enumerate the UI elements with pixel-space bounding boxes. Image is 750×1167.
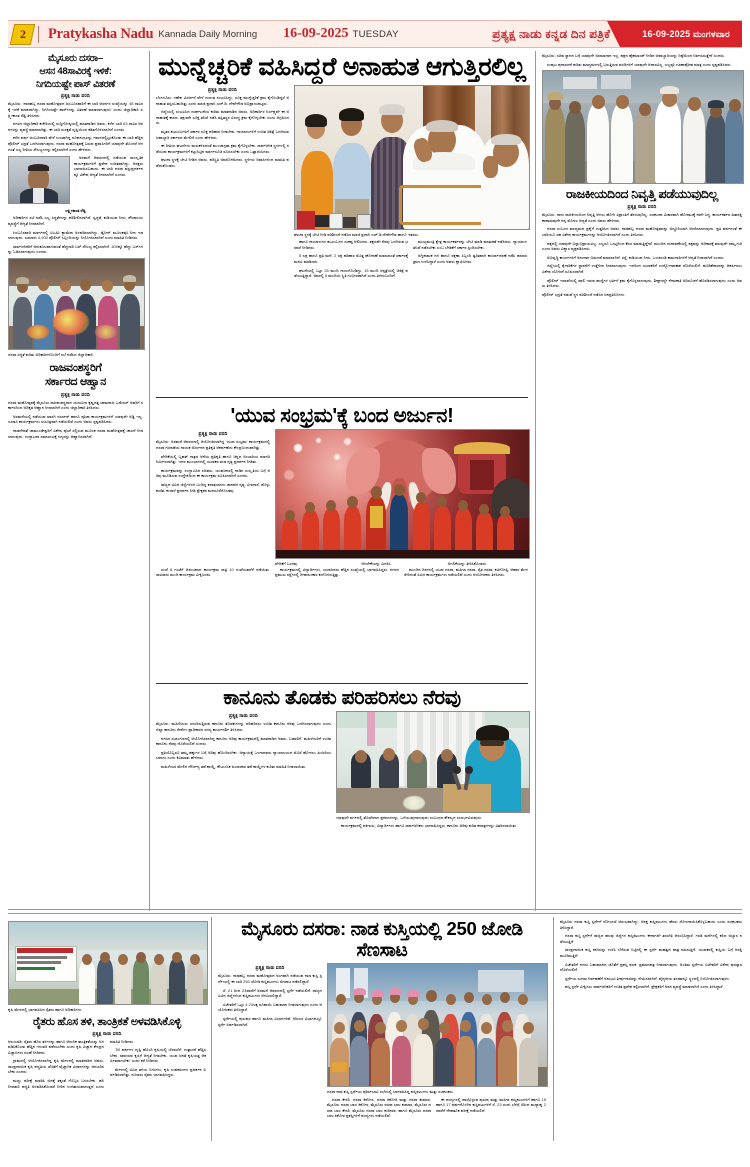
youth-col1-text: ಮೈಸೂರು: ಅರಮನೆ ಆವರಣದಲ್ಲಿ ಆಯೋಜಿಸಲಾಗಿದ್ದ 'ಯುವ ಸಂಭ್ರಮ' ಕಾರ್ಯಕ್ರಮದಲ್ಲಿ ದಸರಾ ಗಜಪಡೆಯ ನಾಯಕ ಅರ್ಜುನನ ಪ್ರತಿಕೃತಿ ಆಕರ್ಷಣೆಯ ಕೇಂದ್ರಬಿಂದುವಾಗಿತ್ತು. ವೇದಿಕೆಯಲ್ಲಿ ಬೃಹತ್ ಗಾತ್ರದ ಆನೆಯ ಪ್ರತಿಕೃತಿ ಹಾಗೂ ಚಿನ್ನದ ಅಂಬಾರಿಯ ಮಾದರಿ ನಿರ್ಮಿಸಲಾಗಿತ್ತು. ಇದರ ಮುಂಭಾಗದಲ್ಲಿ ಯುವಕರ ತಂಡ ನೃತ್ಯ ಪ್ರದರ್ಶನ ನೀಡಿತು. ಕಾರ್ಯಕ್ರಮವನ್ನು ಉದ್ಘಾಟಿಸಿದ ಸಚಿವರು, ಯುವಜನರಲ್ಲಿ ನಾಡಿನ ಸಂಸ್ಕೃತಿಯ ಬಗ್ಗೆ ಅರಿವು ಮೂಡಿಸುವ ಉದ್ದೇಶದಿಂದ ಈ ಕಾರ್ಯಕ್ರಮ ರೂಪಿಸಲಾಗಿದೆ ಎಂದರು. ರಾಜ್ಯದ ವಿವಿಧ ಜಿಲ್ಲೆಗಳಿಂದ ಬಂದಿದ್ದ ಕಲಾತಂಡಗಳು ಜಾನಪದ ನೃತ್ಯ, ವೀರಗಾಸೆ, ಡೊಳ್ಳು ಕುಣಿತ, ಕಂಸಾಳೆ ಪ್ರದರ್ಶನ ನೀಡಿ ಪ್ರೇಕ್ಷಕರ ಮನಸೂರೆಗೊಂಡವು. (156, 439, 270, 493)
masthead-date: 16-09-2025 (283, 26, 349, 41)
youth-col2-text: ಕಾರ್ಯಕ್ರಮದಲ್ಲಿ ವಿದ್ಯಾರ್ಥಿಗಳು, ಯುವಜನರು ಹೆಚ್ಚಿನ ಸಂಖ್ಯೆಯಲ್ಲಿ ಭಾಗವಹಿಸಿದ್ದರು. ನಗರದ ಪ್ರಮುಖ ರಸ್ತೆಗಳಲ್ಲಿ ದೀಪಾಲಂಕಾರ ಕಂಗೊಳಿಸುತ್ತಿತ್ತು. (275, 566, 399, 578)
press-conference-photo (294, 85, 530, 230)
left-subheadline: ರಾಜವಂಶಸ್ಥರಿಗೆ ಸರ್ಕಾರದ ಆಹ್ವಾನ (45, 362, 106, 388)
youth-col-3 (404, 567, 528, 581)
wrestling-cap-col2: ಈ ಪಂದ್ಯಗಳಲ್ಲಿ ಪಾಲ್ಗೊಳ್ಳುವ ಪುರುಷ ಮತ್ತು ಮಹಿಳಾ ಕುಸ್ತಿಪಟುಗಳಿಗೆ ಹಾಗೂ 15 ಹಾಗೂ 17 ವರ್ಷದೊಳಗಿನ ಕುಸ್ತಿಪಟುಗಳಿಗೆ ಸೆ. 23 ರಂದು ಬೆಳಿಗ್ಗೆ 8ರಿಂದ ಮಧ್ಯಾಹ್ನ 2ರವರೆಗೆ ದೇಹತೂಕ ಪರೀಕ್ಷೆ ನಡೆಯಲಿದೆ. (436, 1096, 546, 1113)
column-rule-1 (149, 51, 150, 911)
right-crowd-photo (542, 70, 744, 184)
right-column (542, 53, 742, 297)
lead-col1-text: ಬೆಂಗಳೂರು: ಗಣೇಶ ವಿಸರ್ಜನೆ ವೇಳೆ ದುರಂತ ಸಂಭವಿಸಿದ್ದು, ಸೂಕ್ತ ಮುನ್ನೆಚ್ಚರಿಕೆ ಕ್ರಮ ಕೈಗೊಂಡಿದ್ದರೆ ಅನಾಹುತ ತಪ್ಪಿಸಬಹುದಿತ್ತು ಎಂದು ಮಾಜಿ ಪ್ರಧಾನಿ ಎಚ್.ಡಿ. ದೇವೇಗೌಡ ಅಭಿಪ್ರಾಯಪಟ್ಟರು. ಜಿಲ್ಲೆಯಲ್ಲಿ ಸಂಭವಿಸಿದ ದುರ್ಘಟನೆಯ ಕುರಿತು ಮಾತನಾಡಿದ ಅವರು, ಅಧಿಕಾರಿಗಳ ನಿರ್ಲಕ್ಷ್ಯವೇ ಈ ಅನಾಹುತಕ್ಕೆ ಕಾರಣ. ತಕ್ಷಣವೇ ಸೂಕ್ತ ತನಿಖೆ ನಡೆಸಿ ತಪ್ಪಿತಸ್ಥರ ವಿರುದ್ಧ ಕ್ರಮ ಕೈಗೊಳ್ಳಬೇಕು ಎಂದು ಆಗ್ರಹಿಸಿದರು. ಮೃತರ ಕುಟುಂಬಗಳಿಗೆ ಸರ್ಕಾರ ಸೂಕ್ತ ಪರಿಹಾರ ನೀಡಬೇಕು. ಗಾಯಾಳುಗಳಿಗೆ ಉಚಿತ ಚಿಕಿತ್ಸೆ ಒದಗಿಸುವ ಜವಾಬ್ದಾರಿ ಸರ್ಕಾರದ ಮೇಲಿದೆ ಎಂದು ಹೇಳಿದರು. ಈ ರೀತಿಯ ಘಟನೆಗಳು ಮರುಕಳಿಸದಂತೆ ಮುಂಜಾಗ್ರತಾ ಕ್ರಮ ಕೈಗೊಳ್ಳಬೇಕು. ಸಾರ್ವಜನಿಕ ಸ್ಥಳಗಳಲ್ಲಿ ನಡೆಯುವ ಕಾರ್ಯಕ್ರಮಗಳಿಗೆ ಕಟ್ಟುನಿಟ್ಟಿನ ಮಾರ್ಗಸೂಚಿ ರೂಪಿಸಬೇಕು ಎಂದು ಒತ್ತಾಯಿಸಿದರು. ಘಟನಾ ಸ್ಥಳಕ್ಕೆ ಭೇಟಿ ನೀಡಿದ ಅವರು, ಪರಿಸ್ಥಿತಿ ಅವಲೋಕಿಸಿದರು. ಸ್ಥಳೀಯ ನಿವಾಸಿಗಳಿಂದ ಮಾಹಿತಿ ಪಡೆದುಕೊಂಡರು. (156, 95, 289, 168)
wrestlers-group-photo (327, 963, 548, 1087)
lead-col1-cont (156, 239, 289, 282)
youth-photo-block (275, 429, 528, 566)
law-col2-text: ಕಾರ್ಯಕ್ರಮದಲ್ಲಿ ವಕೀಲರು, ವಿದ್ಯಾರ್ಥಿಗಳು ಹಾಗೂ ಸಾರ್ವಜನಿಕರು ಭಾಗವಹಿಸಿದ್ದರು. ಕಾನೂನು ಅರಿವು ಕುರಿತ ಕರಪತ್ರಗಳನ್ನು ವಿತರಿಸಲಾಯಿತು. (341, 822, 518, 828)
bottom-left-byline: ಪ್ರತ್ಯಕ್ಷ ನಾಡು ವರದಿ (92, 1030, 122, 1036)
lead-col-2 (294, 239, 408, 282)
bottom-right-text: ಮೈಸೂರು ದಸರಾ ಕುಸ್ತಿ ಸ್ಪರ್ಧೆಗೆ ನೋಂದಣಿ ಆರಂಭವಾಗಿದ್ದು, ಆಸಕ್ತ ಕುಸ್ತಿಪಟುಗಳು ಹೆಸರು ನೋಂದಾಯಿಸಿಕೊಳ್ಳಬಹುದು ಎಂದು ಸಂಘಟಕರು ತಿಳಿಸಿದ್ದಾರೆ. ದಸರಾ ಕುಸ್ತಿ ಸ್ಪರ್ಧೆಗೆ ರಾಜ್ಯದ ಹಲವು ಜಿಲ್ಲೆಗಳ ಕುಸ್ತಿಪಟುಗಳು ಈಗಾಗಲೇ ತರಬೇತಿ ಆರಂಭಿಸಿದ್ದಾರೆ. ಗರಡಿ ಮನೆಗಳಲ್ಲಿ ಕಠಿಣ ಅಭ್ಯಾಸ ನಡೆಯುತ್ತಿದೆ. ಸಾಂಪ್ರದಾಯಿಕ ಕುಸ್ತಿ ಕಲೆಯನ್ನು ಉಳಿಸಿ ಬೆಳೆಸುವ ನಿಟ್ಟಿನಲ್ಲಿ ಈ ಸ್ಪರ್ಧೆ ಮಹತ್ವದ ಪಾತ್ರ ವಹಿಸುತ್ತಿದೆ. ಯುವಕರಲ್ಲಿ ಕುಸ್ತಿಯ ಬಗ್ಗೆ ಆಸಕ್ತಿ ಮೂಡಿಸುತ್ತಿದೆ. ವಿಜೇತರಿಗೆ ನಗದು ಬಹುಮಾನದ ಜೊತೆಗೆ ಪ್ರಶಸ್ತಿ ಫಲಕ, ಪ್ರಮಾಣಪತ್ರ ನೀಡಲಾಗುವುದು. ಅಂತಿಮ ಸ್ಪರ್ಧೆಯ ವಿಜೇತರಿಗೆ ವಿಶೇಷ ಪುರಸ್ಕಾರ ದೊರೆಯಲಿದೆ. ಸ್ಪರ್ಧೆಯ ಸುಗಮ ನಿರ್ವಹಣೆಗೆ ಅನುಭವಿ ತೀರ್ಪುಗಾರರನ್ನು ನೇಮಿಸಲಾಗಿದೆ. ವೈದ್ಯಕೀಯ ತಂಡವನ್ನೂ ಸ್ಥಳದಲ್ಲಿ ನಿಯೋಜಿಸಲಾಗುವುದು. ಕುಸ್ತಿ ಸ್ಪರ್ಧೆ ವೀಕ್ಷಿಸಲು ಸಾರ್ವಜನಿಕರಿಗೆ ಉಚಿತ ಪ್ರವೇಶ ಕಲ್ಪಿಸಲಾಗಿದೆ. ಪ್ರೇಕ್ಷಕರಿಗೆ ಆಸನ ವ್ಯವಸ್ಥೆ ಮಾಡಲಾಗಿದೆ ಎಂದು ತಿಳಿಸಿದ್ದಾರೆ. (560, 919, 742, 990)
bottom-center-story (218, 919, 546, 1122)
youth-col3-text: ಮುಂದಿನ ದಿನಗಳಲ್ಲಿ ಯುವ ದಸರಾ, ಮಹಿಳಾ ದಸರಾ, ರೈತ ದಸರಾ, ಕವಿಗೋಷ್ಠಿ, ಆಹಾರ ಮೇಳ ಸೇರಿದಂತೆ ವಿವಿಧ ಕಾರ್ಯಕ್ರಮಗಳು ನಡೆಯಲಿವೆ ಎಂದು ಆಯೋಜಕರು ತಿಳಿಸಿದರು. (404, 566, 528, 578)
wrestling-col-1 (218, 963, 322, 1094)
law-byline: ಪ್ರತ್ಯಕ್ಷ ನಾಡು ವರದಿ (229, 713, 258, 719)
left-byline-2: ಪ್ರತ್ಯಕ್ಷ ನಾಡು ವರದಿ (61, 391, 90, 397)
right-byline: ಪ್ರತ್ಯಕ್ಷ ನಾಡು ವರದಿ (627, 204, 657, 210)
portrait-caption: ಲಕ್ಷ್ಮೀಕಾಂತ ರೆಡ್ಡಿ (65, 208, 86, 214)
bottom-left-text: ಆಲಂಬಾಡಿ: ರೈತರು ಹೊಸ ತಳಿಗಳನ್ನು ಹಾಗೂ ಆಧುನಿಕ ತಾಂತ್ರಿಕತೆಯನ್ನು ಅಳವಡಿಸಿಕೊಂಡು ಹೆಚ್ಚಿನ ಇಳುವರಿ ಪಡೆಯಬೇಕು ಎಂದು ಕೃಷಿ ವಿಜ್ಞಾನ ಕೇಂದ್ರದ ವಿಜ್ಞಾನಿಗಳು ಸಲಹೆ ನೀಡಿದರು. ಗ್ರಾಮದಲ್ಲಿ ಆಯೋಜಿಸಲಾಗಿದ್ದ ಕೃಷಿ ಮೇಳದಲ್ಲಿ ಮಾತನಾಡಿದ ಅವರು, ಸಾಂಪ್ರದಾಯಿಕ ಕೃಷಿ ಪದ್ಧತಿಯ ಜೊತೆಗೆ ವೈಜ್ಞಾನಿಕ ವಿಧಾನಗಳನ್ನು ಅನುಸರಿಸಬೇಕು ಎಂದರು. ಮಣ್ಣು ಪರೀಕ್ಷೆ ಮಾಡಿಸಿ ಅದಕ್ಕೆ ತಕ್ಕಂತೆ ಗೊಬ್ಬರ ಬಳಸಬೇಕು. ಹನಿ ನೀರಾವರಿ ಪದ್ಧತಿ ಅಳವಡಿಸಿಕೊಂಡರೆ ನೀರಿನ ಉಳಿತಾಯವಾಗುತ್ತದೆ ಎಂದು ಮಾಹಿತಿ ನೀಡಿದರು. '50 ವರ್ಷಗಳ ದೃಷ್ಟಿ ಹೊಂದಿ ಕೃಷಿಯಲ್ಲಿ ಬೆಳವಣಿಗೆ, ಉತ್ಪಾದನೆ ಹೆಚ್ಚಿಸಬೇಕು. ಸಾವಯವ ಕೃಷಿಗೆ ಆದ್ಯತೆ ನೀಡಬೇಕು. ಯುವ ಜನತೆ ಕೃಷಿಯತ್ತ ಆಕರ್ಷಿತರಾಗಬೇಕು' ಎಂದು ಕರೆ ನೀಡಿದರು. ಮೇಳದಲ್ಲಿ ವಿವಿಧ ತಳಿಯ ಬೀಜಗಳು, ಕೃಷಿ ಉಪಕರಣಗಳ ಪ್ರದರ್ಶನ ಏರ್ಪಡಿಸಲಾಗಿತ್ತು. ನೂರಾರು ರೈತರು ಭಾಗವಹಿಸಿದ್ದರು. (8, 1038, 206, 1089)
paper-title: Pratykasha Nadu (48, 25, 154, 42)
lead-col3-text: ಮುಖ್ಯಮಂತ್ರಿ ಕ್ಷೇತ್ರ ಕಾರ್ಯಕರ್ತರನ್ನು ಭೇಟಿ ಮಾಡಿ ಮಾತುಕತೆ ನಡೆಸಿದರು. ನ್ಯಾಯಾಂಗ ತನಿಖೆ ನಡೆಸಬೇಕು ಎಂಬ ಬೇಡಿಕೆಗೆ ಸರ್ಕಾರ ಸ್ಪಂದಿಸಬೇಕು. ಅಗ್ನಿಶಾಮಕ ದಳ ಹಾಗೂ ರಕ್ಷಣಾ ಸಿಬ್ಬಂದಿ ತ್ವರಿತವಾಗಿ ಕಾರ್ಯಾಚರಣೆ ನಡೆಸಿ ಹಲವರ ಪ್ರಾಣ ಉಳಿಸಿದ್ದಾರೆ ಎಂದು ಅವರು ಶ್ಲಾಘಿಸಿದರು. (413, 239, 527, 264)
left-meeting-photo (8, 258, 145, 350)
column-rule-2 (535, 51, 536, 911)
page-number: 2 (19, 26, 25, 41)
law-col1-text: ಮೈಸೂರು: ಮಹಿಳೆಯರು ಎದುರಿಸುತ್ತಿರುವ ಕಾನೂನು ತೊಡಕುಗಳನ್ನು ಪರಿಹರಿಸಲು ಉಚಿತ ಕಾನೂನು ನೆರವು ಒದಗಿಸಲಾಗುವುದು ಎಂದು ಜಿಲ್ಲಾ ಕಾನೂನು ಸೇವೆಗಳ ಪ್ರಾಧಿಕಾರದ ಸದಸ್ಯ ಕಾರ್ಯದರ್ಶಿ ತಿಳಿಸಿದರು. ನಗರದ ಸಭಾಂಗಣದಲ್ಲಿ ಆಯೋಜಿಸಲಾಗಿದ್ದ ಕಾನೂನು ಅರಿವು ಕಾರ್ಯಕ್ರಮದಲ್ಲಿ ಮಾತನಾಡಿದ ಅವರು, ಬಡವರಿಗೆ, ಮಹಿಳೆಯರಿಗೆ ಉಚಿತ ಕಾನೂನು ನೆರವು ದೊರೆಯಲಿದೆ ಎಂದರು. ಪ್ರತಿಯೊಬ್ಬರೂ ತಮ್ಮ ಹಕ್ಕುಗಳ ಬಗ್ಗೆ ಅರಿವು ಹೊಂದಿರಬೇಕು. ಅನ್ಯಾಯಕ್ಕೆ ಒಳಗಾದವರು ನ್ಯಾಯಾಲಯದ ಮೊರೆ ಹೋಗಲು ಹಿಂಜರಿಯಬಾರದು ಎಂದು ಕಿವಿಮಾತು ಹೇಳಿದರು. ಮಹಿಳೆಯರ ಮೇಲಿನ ದೌರ್ಜನ್ಯ ತಡೆ ಕಾಯ್ದೆ, ಕೌಟುಂಬಿಕ ಹಿಂಸಾಚಾರ ತಡೆ ಕಾಯ್ದೆಗಳ ಕುರಿತು ಮಾಹಿತಿ ನೀಡಲಾಯಿತು. (156, 721, 331, 769)
lead-col-3 (413, 239, 527, 282)
left-headline: ಮೈಸೂರು ದಸರಾ– ಆಸನ 48ಸಾವಿರಕ್ಕೆ ಇಳಿಕೆ: ನಿಗದಿಯಷ್ಟೇ ಪಾಸ್ ವಿತರಣೆ (35, 53, 116, 90)
law-photo-caption: ಯಾವುದೇ ವರ್ಗದಲ್ಲಿ ತೊಡಗಿದಾಗ ಪ್ರಕರಣಗಳನ್ನು, ಒಗೆಯುವುದಾಗುವುದು ಸಂಬಂಧದ ಕೌಶಲ್ಯದ ಸಂದರ್ಭವಿರುವುದು. (336, 815, 483, 821)
youth-headline: 'ಯುವ ಸಂಭ್ರಮ'ಕ್ಕೆ ಬಂದ ಅರ್ಜುನ! (230, 405, 454, 427)
masthead-divider (38, 26, 39, 43)
wrestling-byline: ಪ್ರತ್ಯಕ್ಷ ನಾಡು ವರದಿ (255, 965, 285, 971)
left-body-2: ಅಧಿಕಾರಿಗಳ ಸಭೆ ನಡೆಸಿ ಎಲ್ಲ ಸಿದ್ಧತೆಗಳನ್ನು ಪರಿಶೀಲಿಸಲಾಗಿದೆ. ಸ್ವಚ್ಛತೆ, ಕುಡಿಯುವ ನೀರು, ಶೌಚಾಲಯ ವ್ಯವಸ್ಥೆಗೆ ಆದ್ಯತೆ ನೀಡಲಾಗಿದೆ. ಜಂಬೂಸವಾರಿ ಮಾರ್ಗದಲ್ಲಿ ಸಿಸಿಟಿವಿ ಕ್ಯಾಮೆರಾ ಅಳವಡಿಸಲಾಗಿದ್ದು, ಡ್ರೋನ್ ಮೂಲಕವೂ ನಿಗಾ ಇಡಲಾಗುವುದು. ಸುಮಾರು 4,900 ಪೊಲೀಸ್ ಸಿಬ್ಬಂದಿಯನ್ನು ನಿಯೋಜಿಸಲಾಗಿದೆ ಎಂದು ಮಾಹಿತಿ ನೀಡಿದರು. ಸಾರ್ವಜನಿಕರಿಗೆ ಅನುಕೂಲವಾಗುವಂತೆ ಹೆಚ್ಚುವರಿ ಬಸ್ ಸೌಲಭ್ಯ ಕಲ್ಪಿಸಲಾಗಿದೆ. 400ಕ್ಕೂ ಹೆಚ್ಚು ಬಸ್‌ಗಳನ್ನು ಓಡಿಸಲಾಗುವುದು ಎಂದರು. (8, 215, 143, 255)
lead-bottom-row (156, 239, 528, 282)
portrait-photo (8, 156, 70, 204)
center-lead-story (156, 53, 528, 282)
law-headline: ಕಾನೂನು ತೊಡಕು ಪರಿಹರಿಸಲು ನೆರವು (223, 687, 461, 709)
left-byline: ಪ್ರತ್ಯಕ್ಷ ನಾಡು ವರದಿ (61, 93, 90, 99)
lead-headline: ಮುನ್ನೆಚ್ಚರಿಕೆ ವಹಿಸಿದ್ದರೆ ಅನಾಹುತ ಆಗುತ್ತಿರಲಿಲ್ಲ (158, 53, 526, 81)
press-conference-caption: ಘಟನಾ ಸ್ಥಳಕ್ಕೆ ಭೇಟಿ ನೀಡಿ ಪರಿಶೀಲನೆ ನಡೆಸಿದ ಮಾಜಿ ಪ್ರಧಾನಿ ಎಚ್.ಡಿ.ದೇವೇಗೌಡ ಹಾಗೂ ಇತರರು. (294, 232, 420, 237)
masthead-kannada-title: ಪ್ರತ್ಯಕ್ಷ ನಾಡು ಕನ್ನಡ ದಿನ ಪತ್ರಿಕೆ (492, 26, 611, 41)
masthead-day: TUESDAY (352, 28, 399, 40)
page-body (8, 51, 742, 1141)
youth-col1-more: ಸಂಜೆ 6 ಗಂಟೆಗೆ ಆರಂಭವಾದ ಕಾರ್ಯಕ್ರಮ ರಾತ್ರಿ 10 ಗಂಟೆಯವರೆಗೆ ನಡೆಯಿತು. ಸಾವಿರಾರು ಮಂದಿ ಕಾರ್ಯಕ್ರಮ ವೀಕ್ಷಿಸಿದರು. (156, 566, 270, 578)
youth-stage-photo (275, 429, 530, 559)
paper-subtitle: Kannada Daily Morning (158, 28, 258, 40)
right-headline: ರಾಜಕೀಯದಿಂದ ನಿವೃತ್ತಿ ಪಡೆಯುವುದಿಲ್ಲ (565, 187, 718, 202)
farm-photo-caption: ಕೃಷಿ ಮೇಳದಲ್ಲಿ ಭಾಗವಹಿಸಿದ ರೈತರು ಹಾಗೂ ಅಧಿಕಾರಿಗಳು. (8, 1007, 83, 1012)
masthead (8, 20, 742, 48)
bottom-left-headline: ರೈತರು ಹೊಸ ತಳಿ, ತಾಂತ್ರಿಕತೆ ಅಳವಡಿಸಿಕೊಳ್ಳಿ (33, 1016, 181, 1029)
left-body-mid: ಅರಮನೆ ಆವರಣದಲ್ಲಿ ನಡೆಯುವ ಸಾಂಸ್ಕೃತಿಕ ಕಾರ್ಯಕ್ರಮಗಳಿಗೆ ಪ್ರವೇಶ ಉಚಿತವಾಗಿದ್ದು, ಆಸಕ್ತರು ಭಾಗವಹಿಸಬಹುದು. ಈ ಬಾರಿ ದಸರಾ ವಸ್ತುಪ್ರದರ್ಶನಕ್ಕೂ ವಿಶೇಷ ಆದ್ಯತೆ ನೀಡಲಾಗಿದೆ ಎಂದರು. (74, 155, 143, 177)
column-rule-4 (553, 917, 554, 1141)
lead-col2-text: ಹಾಗೂ ಗಾಯಾಳುಗಳ ಕುಟುಂಬಗಳ ಸಂಕಷ್ಟ ಆಲಿಸಿದರು. ತಕ್ಷಣವೇ ನೆರವು ಒದಗಿಸುವ ಭರವಸೆ ನೀಡಿದರು. 5 ಲಕ್ಷ ಹಾಗೂ ಪ್ರತಿ ಮನೆ, 2 ಲಕ್ಷ ಪರಿಹಾರ ಮೊತ್ತ ಘೋಷಣೆ ಮಾಡುವಂತೆ ಸರ್ಕಾರಕ್ಕೆ ಮನವಿ ಮಾಡಿದರು. ಘಟನೆಯಲ್ಲಿ ಒಟ್ಟು 25 ಮಂದಿ ಗಾಯಗೊಂಡಿದ್ದು, 15 ಮಂದಿ ಆಸ್ಪತ್ರೆಯಲ್ಲಿ ಚಿಕಿತ್ಸೆ ಪಡೆಯುತ್ತಿದ್ದಾರೆ. ಅವರಲ್ಲಿ 6 ಮಂದಿಯ ಸ್ಥಿತಿ ಗಂಭೀರವಾಗಿದೆ ಎಂದು ತಿಳಿದುಬಂದಿದೆ. (294, 239, 408, 279)
bottom-left-story (8, 921, 206, 1089)
column-rule-3 (211, 917, 212, 1141)
wrestling-cap-col1: ದಸರಾ ಕೇಸರಿ, ದಸರಾ ಕಿಶೋರ, ದಸರಾ ಕಿಶೋರಿ ಮತ್ತು ದಸರಾ ಕುಮಾರ, ಮೈಸೂರು ದಸರಾ ಬಾಲ ಕಿಶೋರ, ಮೈಸೂರು ದಸರಾ ಬಾಲ ಕುಮಾರ, ಮೈಸೂರು ದಸರಾ ಬಾಲ ಕೇಸರಿ, ಮೈಸೂರು ದಸರಾ ಬಾಲ ಕಂಠೀರವ, ಹಾಗೂ ಮೈಸೂರು ದಸರಾ ಬಾಲ ಕಿಶೋರ ಪ್ರಶಸ್ತಿಗಳಿಗೆ ಪಂದ್ಯಗಳು ನಡೆಯಲಿವೆ. (327, 1096, 431, 1119)
bottom-right-story (560, 919, 742, 993)
right-body-text: ಮೈಸೂರು: ನಾನು ರಾಜಕೀಯದಿಂದ ನಿವೃತ್ತಿ ಆಗಲು ಹೋಗಿ ವಿಶ್ರಾಂತಿಗೆ ತೆರಳುವುದಿಲ್ಲ. ಸಂಘಟನಾ ವಿಚಾರವಾಗಿ ಹೋರಾಟಕ್ಕೆ ನಾನೇ ಸಿದ್ಧ. ಕಾರ್ಯಕರ್ತರ ಹಿತಾಸಕ್ತಿ ಕಾಪಾಡುವುದೇ ನನ್ನ ಮೊದಲ ಆದ್ಯತೆ ಎಂದು ಅವರು ಹೇಳಿದರು. ದಸರಾ ಸಂಬಂಧ ಮಾಧ್ಯಮದ ಪ್ರಶ್ನೆಗೆ ಉತ್ತರಿಸಿದ ಅವರು, ನಾಡಹಬ್ಬ ದಸರಾ ಮಹೋತ್ಸವವನ್ನು ಅದ್ಧೂರಿಯಾಗಿ ಆಚರಿಸಲಾಗುವುದು. ಪ್ರತಿ ವರ್ಷದಂತೆ ಈ ಬಾರಿಯೂ ಸಹ ವಿಶೇಷ ಕಾರ್ಯಕ್ರಮಗಳನ್ನು ಆಯೋಜಿಸಲಾಗಿದೆ ಎಂದು ತಿಳಿಸಿದರು. ಪಕ್ಷದಲ್ಲಿ ಯಾವುದೇ ಭಿನ್ನಾಭಿಪ್ರಾಯವಿಲ್ಲ. ಎಲ್ಲರೂ ಒಗ್ಗಟ್ಟಿನಿಂದ ಕೆಲಸ ಮಾಡುತ್ತಿದ್ದೇವೆ. ಮುಂದಿನ ಚುನಾವಣೆಯಲ್ಲಿ ಪಕ್ಷವನ್ನು ಅಧಿಕಾರಕ್ಕೆ ತರುವುದೇ ನಮ್ಮ ಗುರಿ ಎಂದು ಅವರು ವಿಶ್ವಾಸ ವ್ಯಕ್ತಪಡಿಸಿದರು. ಅಭಿವೃದ್ಧಿ ಕಾರ್ಯಗಳಿಗೆ ಅನುದಾನ ಬಿಡುಗಡೆ ಮಾಡಲಾಗಿದೆ. ರಸ್ತೆ, ಕುಡಿಯುವ ನೀರು, ಒಳಚರಂಡಿ ಕಾಮಗಾರಿಗಳಿಗೆ ಆದ್ಯತೆ ನೀಡಲಾಗಿದೆ ಎಂದರು. ಜಿಲ್ಲೆಯಲ್ಲಿ ಕೈಗಾರಿಕೆಗಳ ಸ್ಥಾಪನೆಗೆ ಉತ್ತೇಜನ ನೀಡಲಾಗುವುದು. ಇದರಿಂದ ಯುವಕರಿಗೆ ಉದ್ಯೋಗಾವಕಾಶ ದೊರೆಯಲಿದೆ. ಹೂಡಿಕೆದಾರರನ್ನು ಆಕರ್ಷಿಸಲು ವಿಶೇಷ ಯೋಜನೆ ರೂಪಿಸಲಾಗಿದೆ. ಪೊಲೀಸ್ ಇಲಾಖೆಯಲ್ಲಿ ಖಾಲಿ ಇರುವ ಹುದ್ದೆಗಳ ಭರ್ತಿಗೆ ಕ್ರಮ ಕೈಗೊಳ್ಳಲಾಗುವುದು. ಶೀಘ್ರದಲ್ಲೇ ನೇಮಕಾತಿ ಅಧಿಸೂಚನೆ ಹೊರಡಿಸಲಾಗುವುದು ಎಂದು ಅವರು ತಿಳಿಸಿದರು. (542, 212, 742, 289)
section-rule-1 (8, 909, 742, 910)
masthead-date-badge: 16-09-2025 ಮಂಗಳವಾರ (620, 21, 742, 47)
law-story (156, 683, 528, 831)
lead-col-1 (156, 85, 289, 237)
law-col-1 (156, 711, 331, 831)
left-body-3: ದಸರಾ ಮಹೋತ್ಸವಕ್ಕೆ ಮೈಸೂರು ರಾಜವಂಶಸ್ಥರಾದ ಯದುವೀರ ಕೃಷ್ಣದತ್ತ ಚಾಮರಾಜ ಒಡೆಯರ್ ಅವರಿಗೆ ಸರ್ಕಾರದಿಂದ ಅಧಿಕೃತ ಆಹ್ವಾನ ನೀಡಲಾಗಿದೆ ಎಂದು ಜಿಲ್ಲಾಧಿಕಾರಿ ತಿಳಿಸಿದರು. ಅರಮನೆಯಲ್ಲಿ ನಡೆಯುವ ಖಾಸಗಿ ದರ್ಬಾರ್ ಹಾಗೂ ಪೂಜಾ ಕಾರ್ಯಕ್ರಮಗಳಿಗೆ ಯಾವುದೇ ಅಡ್ಡಿ ಇಲ್ಲ. ಎರಡೂ ಕಾರ್ಯಕ್ರಮಗಳು ಸುಸೂತ್ರವಾಗಿ ನಡೆಯಲಿವೆ ಎಂದು ಅವರು ಸ್ಪಷ್ಟಪಡಿಸಿದರು. ನಾಡದೇವತೆ ಚಾಮುಂಡೇಶ್ವರಿಗೆ ವಿಶೇಷ ಪೂಜೆ ಸಲ್ಲಿಸುವ ಮೂಲಕ ದಸರಾ ಮಹೋತ್ಸವಕ್ಕೆ ಚಾಲನೆ ನೀಡಲಾಗುವುದು. ಉದ್ಘಾಟನಾ ಸಮಾರಂಭಕ್ಕೆ ಗಣ್ಯರನ್ನು ಆಹ್ವಾನಿಸಲಾಗಿದೆ. (8, 399, 143, 439)
lead-photo-block (294, 85, 528, 237)
wrestlers-photo-caption: ದಸರಾ ನಾಡ ಕುಸ್ತಿ ಸ್ಪರ್ಧೆಯ ಪೂರ್ವಭಾವಿ ಸಭೆಯಲ್ಲಿ ಭಾಗವಹಿಸಿದ್ದ ಕುಸ್ತಿಪಟುಗಳು ಮತ್ತು ಸಂಘಟಕರು. (327, 1089, 454, 1095)
wrestling-col1-text: ಮೈಸೂರು: ನಾಡಹಬ್ಬ ದಸರಾ ಮಹೋತ್ಸವದ ಅಂಗವಾಗಿ ನಡೆಯುವ ನಾಡ ಕುಸ್ತಿ ಸ್ಪರ್ಧೆಯಲ್ಲಿ ಈ ಬಾರಿ 250 ಜೋಡಿ ಕುಸ್ತಿಪಟುಗಳು ಸೆಣಸಾಟ ನಡೆಸಲಿದ್ದಾರೆ. ಸೆ. 21 ರಿಂದ 23ರವರೆಗೆ ಅರಮನೆ ಆವರಣದಲ್ಲಿ ಸ್ಪರ್ಧೆ ನಡೆಯಲಿದೆ. ರಾಜ್ಯದ ವಿವಿಧ ಜಿಲ್ಲೆಗಳಿಂದ ಕುಸ್ತಿಪಟುಗಳು ಆಗಮಿಸಲಿದ್ದಾರೆ. ವಿಜೇತರಿಗೆ ಒಟ್ಟು 4.23ಲಕ್ಷ ರೂಪಾಯಿ ಬಹುಮಾನ ನೀಡಲಾಗುವುದು ಎಂದು ಆಯೋಜಕರು ತಿಳಿಸಿದ್ದಾರೆ. ಸ್ಪರ್ಧೆಯಲ್ಲಿ ಪುರುಷರ ಹಾಗೂ ಮಹಿಳಾ ವಿಭಾಗಗಳಿವೆ. ಕಿರಿಯರ ವಿಭಾಗದಲ್ಲೂ ಸ್ಪರ್ಧೆ ಏರ್ಪಡಿಸಲಾಗಿದೆ. (218, 973, 322, 1027)
wrestling-photo-block (327, 963, 546, 1094)
youth-cap-right: ಅಗಲಿಕೆಯನ್ನು ತೀರಿಸಿಕೊಂಡರು. (447, 561, 488, 567)
youth-col-1 (156, 429, 270, 566)
left-photo-caption: ದಸರಾ ಸಿದ್ಧತೆ ಕುರಿತು ಅಧಿಕಾರಿಗಳೊಂದಿಗೆ ಸಭೆ ನಡೆಸಿದ ಜಿಲ್ಲಾಧಿಕಾರಿ. (8, 351, 94, 357)
section-rule-2 (8, 913, 742, 914)
law-speaker-photo (336, 711, 530, 813)
right-top-text: ಮೈಸೂರು: ಸಚಿವ ಸ್ಥಾನದ ಬಗ್ಗೆ ಯಾವುದೇ ಅಸಮಾಧಾನ ಇಲ್ಲ. ಪಕ್ಷದ ಹೈಕಮಾಂಡ್ ನೀಡಿದ ಜವಾಬ್ದಾರಿಯನ್ನು ನಿಷ್ಠೆಯಿಂದ ನಿರ್ವಹಿಸುತ್ತೇನೆ ಎಂದರು. ಸಂಪುಟ ಪುನಾರಚನೆ ಕುರಿತು ಮಾಧ್ಯಮಗಳಲ್ಲಿ ಬರುತ್ತಿರುವ ವರದಿಗಳಿಗೆ ಯಾವುದೇ ಆಧಾರವಿಲ್ಲ. ಎಲ್ಲವೂ ಊಹಾಪೋಹ ಮಾತ್ರ ಎಂದು ಸ್ಪಷ್ಟಪಡಿಸಿದರು. (542, 53, 732, 67)
page-number-badge (8, 24, 36, 45)
farm-banner-photo (8, 921, 208, 1005)
right-photo-caption: ಪೊಲೀಸ್ ಭದ್ರತೆ ನಡುವೆ ಸ್ಥಳ ಪರಿಶೀಲನೆ ನಡೆಸಿದ ಜನಪ್ರತಿನಿಧಿಗಳು. (542, 291, 626, 297)
law-photo-block (336, 711, 528, 831)
youth-col1-cont (156, 567, 270, 581)
youth-photo-captions (275, 559, 528, 566)
youth-byline: ಪ್ರತ್ಯಕ್ಷ ನಾಡು ವರದಿ (198, 431, 228, 437)
newspaper-page (0, 20, 750, 1167)
youth-col-2 (275, 567, 399, 581)
youth-cap-left: ವೇದಿಕೆಗೆ ಬಂದವು. (275, 561, 299, 567)
wrestling-headline: ಮೈಸೂರು ದಸರಾ: ನಾಡ ಕುಸ್ತಿಯಲ್ಲಿ 250 ಜೋಡಿ ಸೆಣಸಾಟ (241, 918, 523, 960)
youth-cap-mid: ಆಗಲೇಕೆಯನ್ನು ಮೀರಿಸಿ. (361, 561, 392, 567)
youth-story (156, 401, 528, 581)
lead-top-row (156, 85, 528, 237)
left-body-top: ಮೈಸೂರು: 'ನಾಡಹಬ್ಬ ದಸರಾ ಮಹೋತ್ಸವದ ಜಂಬೂಸವಾರಿಗೆ ಈ ಬಾರಿ ಆಸನಗಳ ಸಂಖ್ಯೆಯನ್ನು 48 ಸಾವಿರಕ್ಕೆ ಇಳಿಕೆ ಮಾಡಲಾಗಿದ್ದು, ನಿಗದಿಯಷ್ಟೇ ಪಾಸ್‌ಗಳನ್ನು ವಿತರಣೆ ಮಾಡಲಾಗುವುದು' ಎಂದು ಜಿಲ್ಲಾಧಿಕಾರಿ ಲಕ್ಷ್ಮೀಕಾಂತ ರೆಡ್ಡಿ ತಿಳಿಸಿದರು. ನಗರದ ಜಿಲ್ಲಾಧಿಕಾರಿ ಕಚೇರಿಯಲ್ಲಿ ಸುದ್ದಿಗೋಷ್ಠಿಯಲ್ಲಿ ಮಾತನಾಡಿದ ಅವರು, ಕಳೆದ ಬಾರಿ 63 ಸಾವಿರ ಆಸನಗಳನ್ನು ವ್ಯವಸ್ಥೆ ಮಾಡಲಾಗಿತ್ತು. ಈ ಬಾರಿ ಸುರಕ್ಷತೆ ದೃಷ್ಟಿಯಿಂದ ಕಡಿತಗೊಳಿಸಲಾಗಿದೆ ಎಂದರು. ಕಳೆದ ವರ್ಷ ಜಂಬೂಸವಾರಿ ವೇಳೆ ಉಂಟಾಗಿದ್ದ ನೂಕುನುಗ್ಗಲನ್ನು ಗಮನದಲ್ಲಿಟ್ಟುಕೊಂಡು ಈ ಬಾರಿ ಹೆಚ್ಚಿನ ಪೊಲೀಸ್ ಭದ್ರತೆ ಒದಗಿಸಲಾಗುವುದು. ದಸರಾ ಮಹೋತ್ಸವಕ್ಕೆ ಬರುವ ಪ್ರವಾಸಿಗರಿಗೆ ಯಾವುದೇ ತೊಂದರೆ ಆಗದಂತೆ ಎಲ್ಲ ರೀತಿಯ ಸೌಲಭ್ಯಗಳನ್ನು ಕಲ್ಪಿಸಲಾಗಿದೆ ಎಂದು ಹೇಳಿದರು. (8, 101, 143, 152)
left-column (8, 53, 143, 442)
lead-byline: ಪ್ರತ್ಯಕ್ಷ ನಾಡು ವರದಿ (208, 87, 237, 92)
